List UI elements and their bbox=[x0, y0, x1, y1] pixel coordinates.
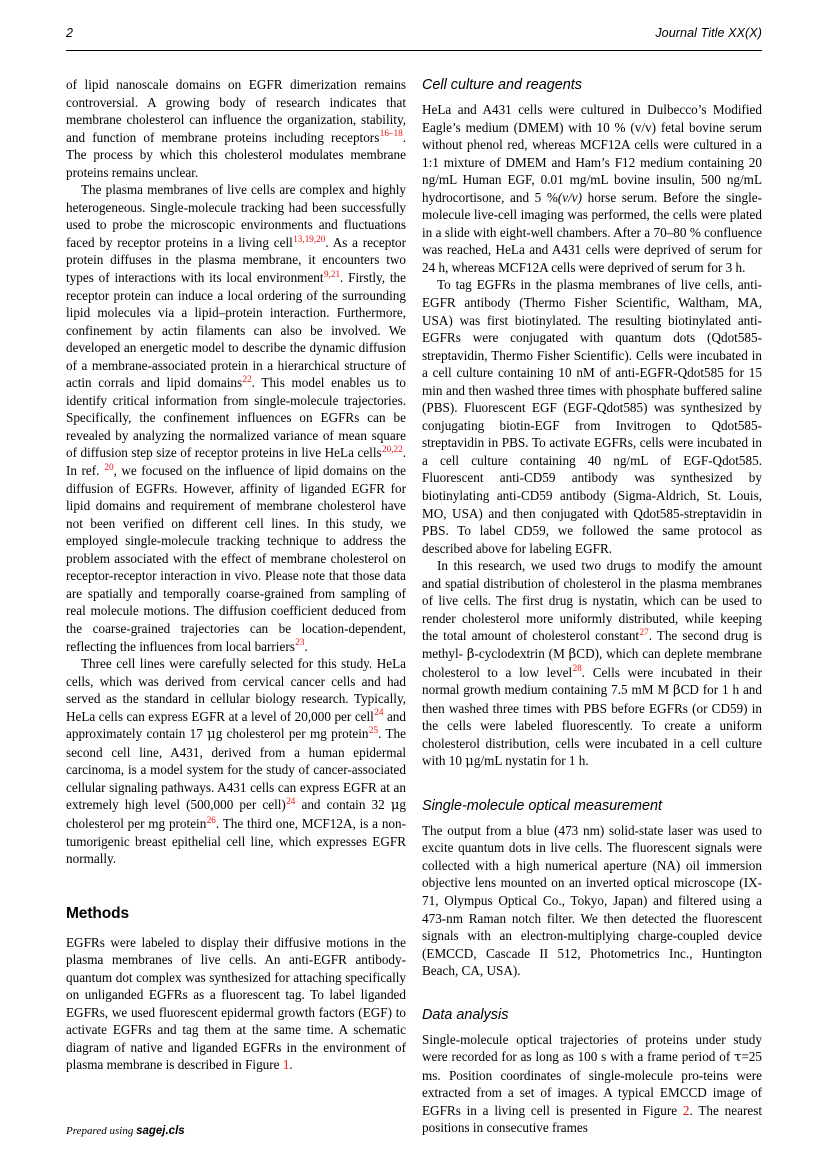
journal-title: Journal Title XX(X) bbox=[655, 26, 762, 40]
left-column bbox=[66, 76, 406, 1086]
footer-prepared-using: Prepared using bbox=[66, 1125, 134, 1137]
footer-class-file: sagej.cls bbox=[136, 1125, 185, 1137]
subsection-heading-sec-cell-culture: Cell culture and reagents bbox=[422, 77, 582, 93]
running-head bbox=[66, 26, 762, 46]
paragraph-p3-three-cell-lines: Three cell lines were carefully selected for this study. HeLa cells, which was derived from cervical cancer cells and had served as the standard in cellular biology research. Typically, HeLa cells can express EGFR at a level of 20,000 per cell$^{24}$ and approximately contain 17 μg cholesterol per mg protein$^{25}$. The second cell line, A431, derived from a human epidermal carcinoma, is a model system for the study of cancer-associated cellular signaling pathways. A431 cells can express EGFR at an extremely high level (500,000 per cell)$^{24}$ and contain 32 μg cholesterol per mg protein$^{26}$. The third one, MCF12A, is a non-tumorigenic breast epithelial cell line, which expresses EGFR normally. bbox=[66, 656, 406, 867]
paragraph-p1-cholesterol-intro: of lipid nanoscale domains on EGFR dimerization remains controversial. A growing body of research indicates that membrane cholesterol can influence the organization, stability, and function of membrane proteins including receptors$^{16-18}$. The process by which this cholesterol modulates membrane proteins remains unclear. bbox=[66, 77, 406, 180]
paragraph-p2-plasma-membranes: The plasma membranes of live cells are complex and highly heterogeneous. Single-molecule tracking had been successfully used to probe the microscopic environments and fluctuations faced by receptor proteins in a living cell$^{13,19,20}$. As a receptor protein diffuses in the plasma membrane, it encounters two types of interactions with its local environment$^{9,21}$. Firstly, the receptor protein can induce a local ordering of the surrounding lipid molecules via a lipid–protein interaction. Furthermore, confinement by actin filaments can also be involved. We developed an energetic model to describe the dynamic diffusion of a membrane-associated protein in a hierarchical structure of actin corrals and lipid domains$^{22}$. This model enables us to identify critical information from single-molecule trajectories. Specifically, the confinement influences on EGFRs can be revealed by analyzing the normalized variance of mean square of diffusion step size of receptor proteins in live HeLa cells$^{20,22}$. In ref. $^{20}$, we focused on the influence of lipid domains on the diffusion of EGFRs. However, affinity of liganded EGFR for lipid domains and requirement of membrane cholesterol have not been verified on different cell lines. In this study, we employed single-molecule tracking technique to address the problem associated with the effect of membrane cholesterol on receptor-receptor interaction in vivo. Please note that those data are spatially and temporally coarse-grained from sampling of real molecule motions. The diffusion coefficient deduced from the coarse-grained trajectories can be location-dependent, reflecting the influences from local barriers$^{23}$. bbox=[66, 182, 406, 654]
section-heading-methods: Methods bbox=[66, 904, 130, 922]
paragraph-p9-trajectories: Single-molecule optical trajectories of proteins under study were recorded for as long as 100 s with a frame period of τ=25 ms. Position coordinates of single-molecule pro-teins were extracted from a set of images. A typical EMCCD image of EGFRs in a living cell is presented in Figure 2. The nearest positions in consecutive frames bbox=[422, 1031, 762, 1136]
right-column bbox=[422, 76, 763, 1136]
paragraph-p7-two-drugs: In this research, we used two drugs to modify the amount and spatial distribution of cholesterol in the plasma membranes of live cells. The first drug is nystatin, which can be used to render cholesterol more uniformly distributed, while keeping the total amount of cholesterol constant$^{27}$. The second drug is methyl- β-cyclodextrin (M βCD), which can deplete membrane cholesterol to a low level$^{28}$. Cells were incubated in their normal growth medium containing 7.5 mM M βCD for 1 h and then washed three times with PBS before EGFRs (or CD59) in the cells were labeled fluorescently. To create a uniform cholesterol distribution, cells were incubated in a cell culture with 10 μg/mL nystatin for 1 h. bbox=[422, 558, 763, 770]
paragraph-p6-tagging-egfr: To tag EGFRs in the plasma membranes of live cells, anti-EGFR antibody (Thermo Fisher Scientific, Waltham, MA, USA) was first biotinylated. The resulting biotinylated anti-EGFRs were conjugated with quantum dots (Qdot585-streptavidin, Thermo Fisher Scientific). Cells were incubated in a cell culture containing 10 nM of anti-EGFR-Qdot585 for 15 min and then washed three times with phosphate buffered saline (PBS). Fluorescent EGF (EGF-Qdot585) was synthesized by conjugating biotin-EGF from Invitrogen to Qdot585-streptavidin in PBS. To activate EGFRs, cells were incubated in a cell culture containing 40 ng/mL of EGF-Qdot585. Fluorescent anti-CD59 antibody was synthesized by biotinylating anti-CD59 antibody (Sigma-Aldrich, St. Louis, MO, USA) and then conjugated with Qdot585-streptavidin in PBS. To label CD59, we followed the same protocol as described above for labeling EGFR. bbox=[422, 277, 762, 556]
paragraph-p5-culture-media: HeLa and A431 cells were cultured in Dulbecco’s Modified Eagle’s medium (DMEM) with 10 % (v/v) fetal bovine serum without phenol red, whereas MCF12A cells were cultured in a 1:1 mixture of DMEM and Ham’s F12 medium containing 20 ng/mL Human EGF, 0.01 mg/mL bovine insulin, 500 ng/mL hydrocortisone, and 5 %(v/v) horse serum. Before the single-molecule live-cell imaging was performed, the cells were plated in a slide with eight-well chambers. After a 70–80 % confluence was reached, HeLa and A431 cells were deprived of serum for 24 h, whereas MCF12A cells were deprived of serum for 3 h. bbox=[422, 102, 762, 275]
subsection-heading-sec-data-analysis: Data analysis bbox=[422, 1006, 509, 1023]
header-rule bbox=[66, 50, 762, 51]
page-footer bbox=[66, 1125, 185, 1137]
paragraph-p4-methods-intro: EGFRs were labeled to display their diffusive motions in the plasma membranes of live cells. An anti-EGFR antibody-quantum dot complex was synthesized for attaching specifically on unliganded EGFRs as a fluorescent tag. To label liganded EGFRs, we used fluorescent epidermal growth factors (EGF) to activate EGFRs and tag them at the same time. A schematic diagram of native and liganded EGFRs in the environment of plasma membrane is described in Figure 1. bbox=[66, 934, 406, 1073]
subsection-heading-sec-single-molecule: Single-molecule optical measurement bbox=[422, 797, 662, 814]
page-number: 2 bbox=[66, 26, 74, 40]
paragraph-p8-optical-setup: The output from a blue (473 nm) solid-state laser was used to excite quantum dots in live cells. The fluorescent signals were collected with a high numerical aperture (NA) oil immersion objective lens mounted on an inverted optical microscope (IX-71, Olympus Optical Co., Tokyo, Japan) and filtered using a 473-nm Raman notch filter. We then detected the fluorescent signals with an electron-multiplying charge-coupled device (EMCCD, Cascade II 512, Photometrics Inc., Huntington Beach, CA, USA). bbox=[422, 822, 762, 979]
